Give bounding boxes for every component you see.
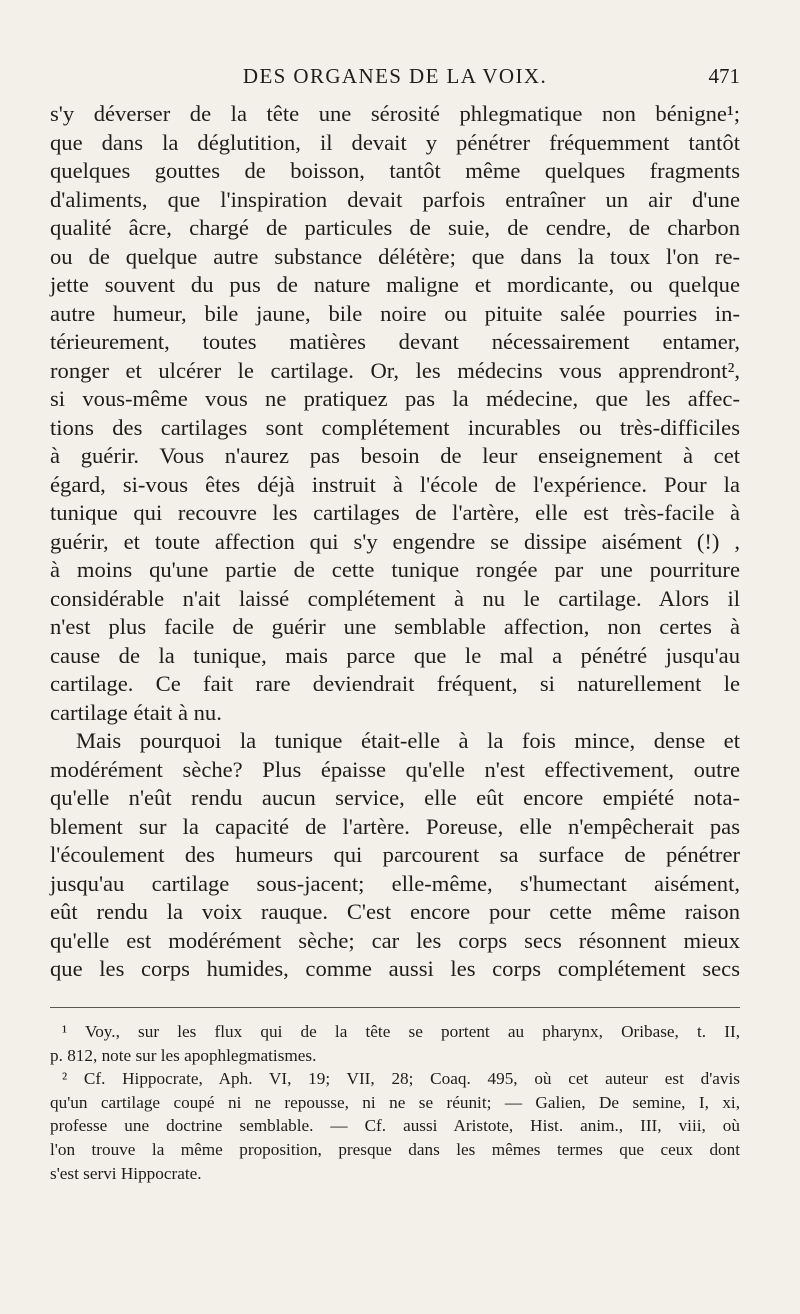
- text-line: qu'elle est modérément sèche; car les corps secs résonnent mieux: [50, 927, 740, 953]
- text-line: eût rendu la voix rauque. C'est encore pour cette même raison: [50, 899, 740, 924]
- text-line: jette souvent du pus de nature maligne et mordicante, ou quelque: [50, 272, 740, 297]
- page-header: [50, 60, 740, 94]
- text-line: ronger et ulcérer le cartilage. Or, les médecins vous apprendront²,: [50, 357, 740, 383]
- text-line: que dans la déglutition, il devait y pénétrer fréquemment tantôt: [50, 129, 740, 155]
- text-line: blement sur la capacité de l'artère. Poreuse, elle n'empêcherait pas: [50, 813, 740, 839]
- footnotes: [50, 1020, 740, 1185]
- text-line: cartilage. Ce fait rare deviendrait fréquent, si naturellement le: [50, 671, 740, 696]
- running-title: DES ORGANES DE LA VOIX.: [242, 64, 548, 88]
- footnote-line: ² Cf. Hippocrate, Aph. VI, 19; VII, 28; Coaq. 495, où cet auteur est d'avis: [62, 1069, 740, 1089]
- footnote-line: p. 812, note sur les apophlegmatismes.: [50, 1045, 317, 1065]
- text-line: à guérir. Vous n'aurez pas besoin de leur enseignement à cet: [50, 443, 740, 468]
- text-line: jusqu'au cartilage sous-jacent; elle-même, s'humectant aisément,: [50, 870, 740, 896]
- text-line: autre humeur, bile jaune, bile noire ou pituite salée pourries in-: [50, 300, 740, 326]
- text-line: n'est plus facile de guérir une semblable affection, non certes à: [50, 614, 740, 639]
- footnote-line: l'on trouve la même proposition, presque dans les mêmes termes que ceux dont: [50, 1139, 740, 1159]
- text-line: l'écoulement des humeurs qui parcourent sa surface de pénétrer: [50, 842, 740, 867]
- text-line: d'aliments, que l'inspiration devait parfois entraîner un air d'une: [50, 186, 740, 212]
- text-line: qu'elle n'eût rendu aucun service, elle eût encore empiété nota-: [50, 785, 740, 810]
- text-line: qualité âcre, chargé de particules de suie, de cendre, de charbon: [50, 215, 740, 240]
- text-line: tions des cartilages sont complétement incurables ou très-difficiles: [50, 414, 740, 440]
- footnote-line: ¹ Voy., sur les flux qui de la tête se portent au pharynx, Oribase, t. II,: [62, 1022, 740, 1041]
- page-number: 471: [708, 64, 740, 88]
- text-line: considérable n'ait laissé complétement à nu le cartilage. Alors il: [50, 585, 740, 611]
- text-line: térieurement, toutes matières devant nécessairement entamer,: [50, 329, 740, 354]
- text-line: égard, si-vous êtes déjà instruit à l'école de l'expérience. Pour la: [50, 471, 740, 497]
- text-line: si vous-même vous ne pratiquez pas la médecine, que les affec-: [50, 386, 740, 411]
- text-line: Mais pourquoi la tunique était-elle à la fois mince, dense et: [76, 728, 740, 753]
- text-line: à moins qu'une partie de cette tunique rongée par une pourriture: [50, 557, 740, 582]
- footnote-line: professe une doctrine semblable. — Cf. aussi Aristote, Hist. anim., III, viii, où: [50, 1116, 740, 1136]
- footnote-divider: [50, 1007, 740, 1008]
- body-text: [50, 100, 740, 984]
- text-line: tunique qui recouvre les cartilages de l'artère, elle est très-facile à: [50, 500, 740, 525]
- text-line: modérément sèche? Plus épaisse qu'elle n'est effectivement, outre: [50, 756, 740, 782]
- text-line: quelques gouttes de boisson, tantôt même quelques fragments: [50, 158, 740, 183]
- text-line: s'y déverser de la tête une sérosité phlegmatique non bénigne¹;: [50, 101, 740, 126]
- footnote-line: s'est servi Hippocrate.: [50, 1163, 202, 1183]
- text-line: ou de quelque autre substance délétère; que dans la toux l'on re-: [50, 243, 740, 269]
- text-line: cause de la tunique, mais parce que le mal a pénétré jusqu'au: [50, 642, 740, 668]
- text-line: que les corps humides, comme aussi les corps complétement secs: [50, 956, 740, 981]
- text-line: guérir, et toute affection qui s'y engendre se dissipe aisément (!) ,: [50, 528, 740, 554]
- footnote-line: qu'un cartilage coupé ni ne repousse, ni ne se réunit; — Galien, De semine, I, xi,: [50, 1092, 740, 1112]
- text-line: cartilage était à nu.: [50, 699, 222, 725]
